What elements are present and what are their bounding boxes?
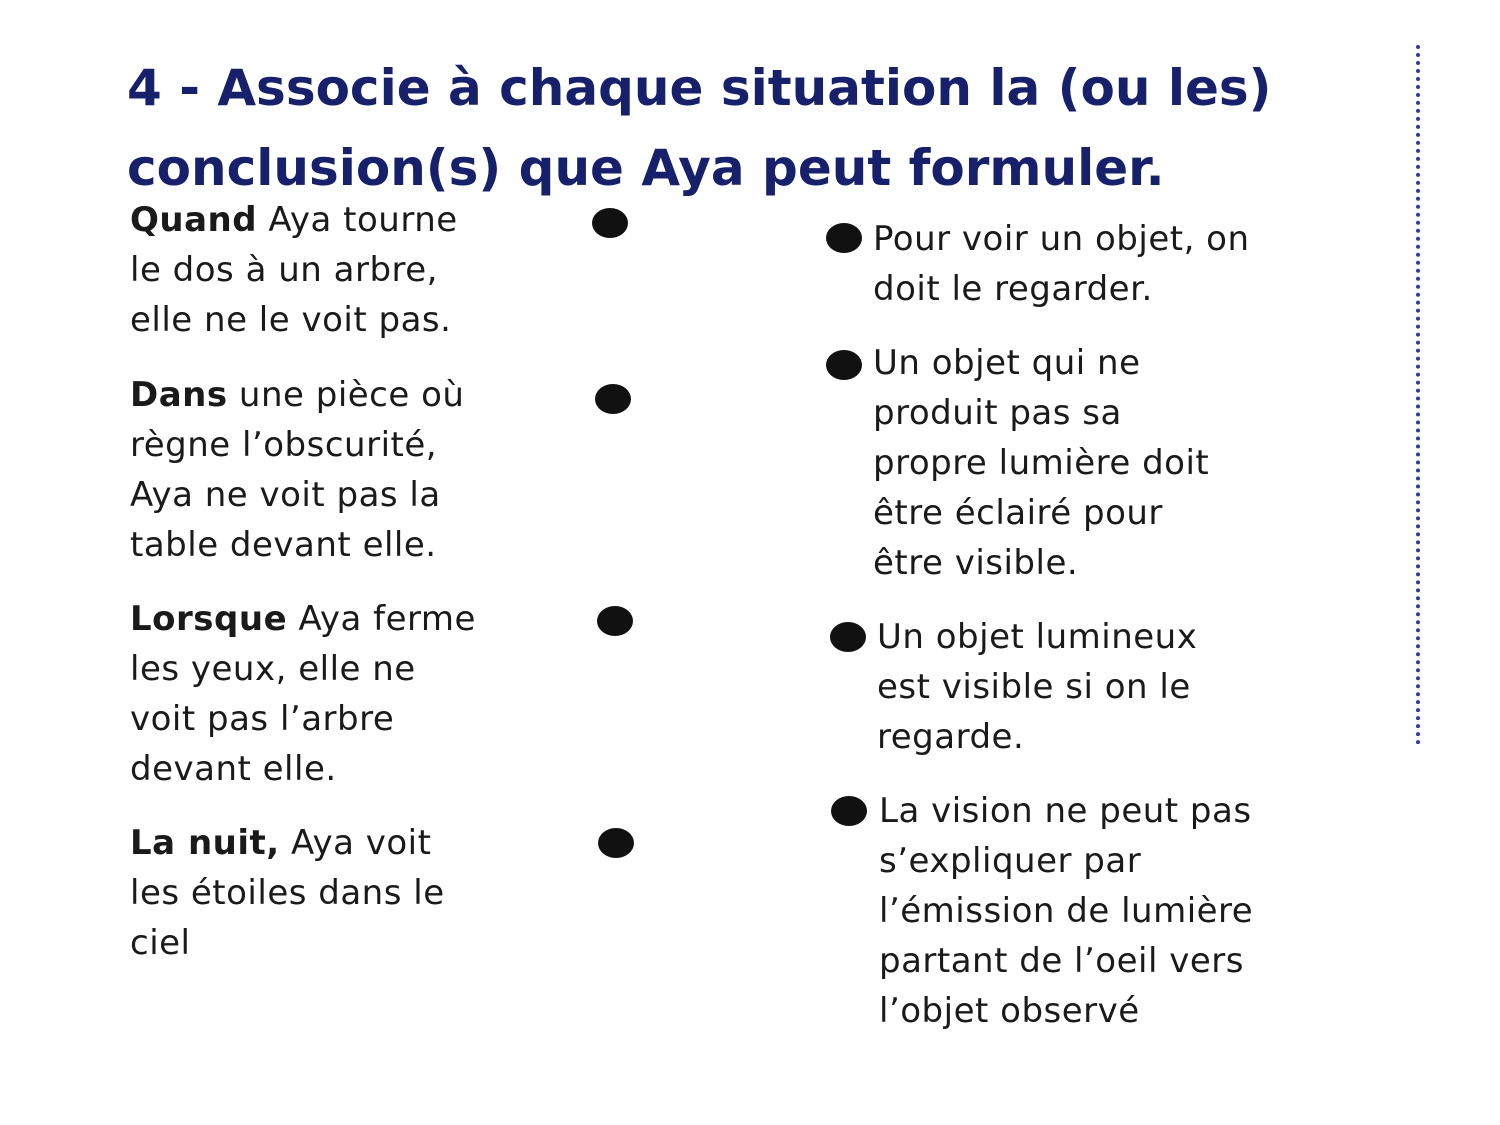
conclusion-2-line5: être visible.: [873, 543, 1079, 583]
situation-1-line3: elle ne le voit pas.: [130, 300, 452, 340]
conclusion-4-line3: l’émission de lumière: [879, 891, 1254, 931]
situation-2-line2: règne l’obscurité,: [130, 425, 438, 465]
situation-3-line1: Aya ferme: [287, 599, 476, 639]
conclusion-3-line2: est visible si on le: [877, 667, 1191, 707]
conclusion-1: [873, 214, 1250, 314]
situation-4-line2: les étoiles dans le: [130, 873, 445, 913]
conclusion-2-line1: Un objet qui ne: [873, 343, 1141, 383]
situation-2-line1: une pièce où: [227, 375, 465, 415]
situation-2-bullet-dot[interactable]: [595, 384, 631, 414]
situation-2-line4: table devant elle.: [130, 525, 437, 565]
situation-3-lead: Lorsque: [130, 599, 288, 639]
situation-4: [130, 818, 445, 968]
conclusion-2: [873, 338, 1209, 588]
situation-4-line3: ciel: [130, 923, 191, 963]
conclusion-4-bullet-dot[interactable]: [831, 796, 867, 826]
situation-3-line3: voit pas l’arbre: [130, 699, 395, 739]
conclusion-2-line3: propre lumière doit: [873, 443, 1210, 483]
situation-1: [130, 195, 458, 345]
situation-4-bullet-dot[interactable]: [598, 828, 634, 858]
situation-3: [130, 594, 476, 794]
conclusion-1-line2: doit le regarder.: [873, 269, 1153, 309]
situation-3-line2: les yeux, elle ne: [130, 649, 416, 689]
conclusion-4: [879, 786, 1253, 1036]
exercise-title-line-2: conclusion(s) que Aya peut formuler.: [127, 139, 1165, 197]
situation-1-line2: le dos à un arbre,: [130, 250, 438, 290]
conclusion-3-line1: Un objet lumineux: [877, 617, 1198, 657]
conclusion-3-bullet-dot[interactable]: [830, 622, 866, 652]
conclusion-4-line1: La vision ne peut pas: [879, 791, 1252, 831]
situation-1-lead: Quand: [130, 200, 258, 240]
conclusion-2-bullet-dot[interactable]: [826, 350, 862, 380]
situation-4-lead: La nuit,: [130, 823, 280, 863]
situation-1-line1: Aya tourne: [257, 200, 458, 240]
conclusion-4-line4: partant de l’oeil vers: [879, 941, 1244, 981]
conclusion-2-line4: être éclairé pour: [873, 493, 1163, 533]
conclusion-4-line2: s’expliquer par: [879, 841, 1142, 881]
conclusion-1-bullet-dot[interactable]: [826, 223, 862, 253]
situation-2-line3: Aya ne voit pas la: [130, 475, 441, 515]
page-edge-dotted-border: [1416, 45, 1420, 745]
conclusion-1-line1: Pour voir un objet, on: [873, 219, 1250, 259]
situation-3-line4: devant elle.: [130, 749, 337, 789]
conclusion-3-line3: regarde.: [877, 717, 1025, 757]
exercise-title-line-1: 4 - Associe à chaque situation la (ou les): [127, 59, 1272, 117]
situation-2: [130, 370, 464, 570]
situation-2-lead: Dans: [130, 375, 228, 415]
situation-1-bullet-dot[interactable]: [592, 208, 628, 238]
conclusion-3: [877, 612, 1197, 762]
conclusion-2-line2: produit pas sa: [873, 393, 1122, 433]
situation-3-bullet-dot[interactable]: [597, 606, 633, 636]
conclusion-4-line5: l’objet observé: [879, 991, 1140, 1031]
situation-4-line1: Aya voit: [279, 823, 432, 863]
